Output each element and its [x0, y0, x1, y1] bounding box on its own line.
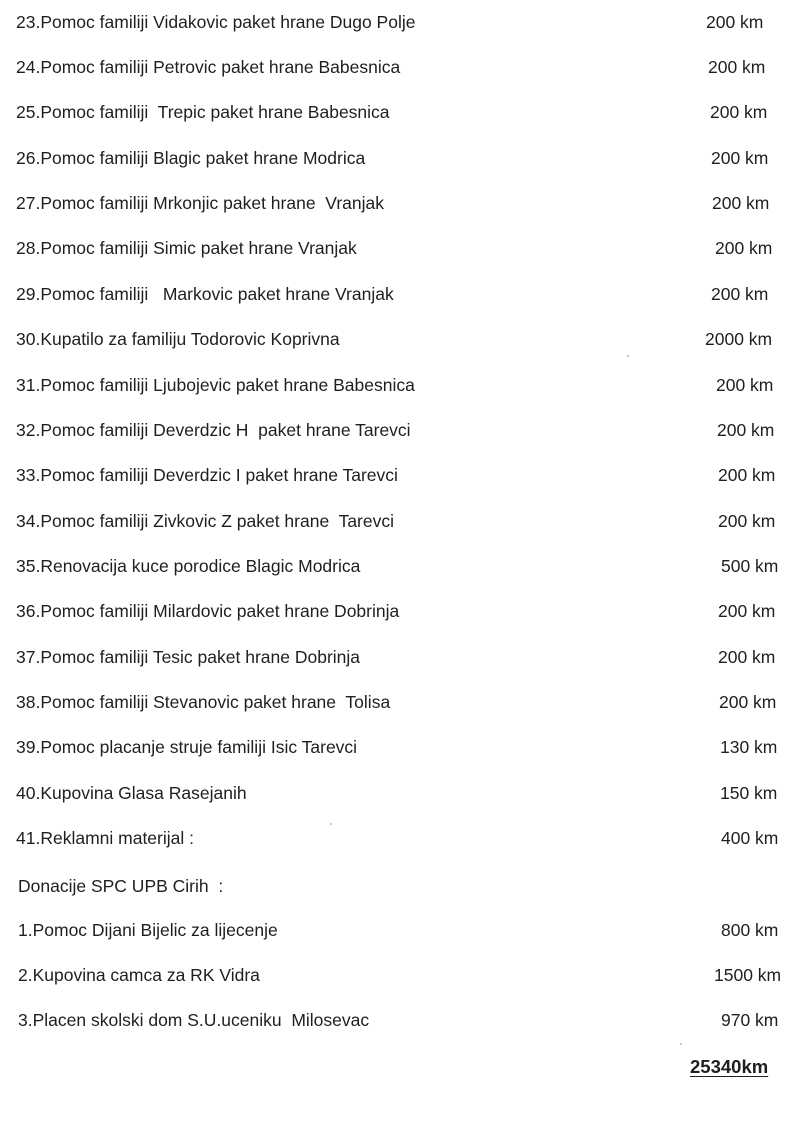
item-amount: 200 km [717, 420, 775, 440]
list-item [0, 7, 800, 37]
item-amount: 200 km [719, 692, 777, 712]
item-amount: 200 km [718, 647, 776, 667]
list-item [0, 370, 800, 400]
item-amount: 200 km [712, 193, 770, 213]
list-item [0, 687, 800, 717]
item-label: 40.Kupovina Glasa Rasejanih [16, 783, 247, 803]
item-amount: 2000 km [705, 329, 773, 349]
donation-amount: 800 km [721, 920, 779, 940]
section-heading-text: Donacije SPC UPB Cirih : [18, 876, 224, 896]
donation-amount: 1500 km [714, 965, 782, 985]
item-amount: 500 km [721, 556, 779, 576]
item-amount: 400 km [721, 828, 779, 848]
item-label: 25.Pomoc familiji Trepic paket hrane Babesnica [16, 102, 390, 122]
item-amount: 200 km [718, 601, 776, 621]
item-amount: 200 km [715, 238, 773, 258]
item-label: 39.Pomoc placanje struje familiji Isic Tarevci [16, 737, 358, 757]
item-label: 41.Reklamni materijal : [16, 828, 194, 848]
list-item [0, 324, 800, 354]
item-amount: 200 km [716, 375, 774, 395]
list-item [0, 596, 800, 626]
list-item [0, 960, 800, 990]
donation-label: 1.Pomoc Dijani Bijelic za lijecenje [18, 920, 278, 940]
list-item [0, 52, 800, 82]
list-item [0, 732, 800, 762]
donation-label: 3.Placen skolski dom S.U.uceniku Milosevac [18, 1010, 370, 1030]
item-label: 32.Pomoc familiji Deverdzic H paket hrane Tarevci [16, 420, 411, 440]
list-item [0, 915, 800, 945]
item-label: 31.Pomoc familiji Ljubojevic paket hrane Babesnica [16, 375, 415, 395]
item-label: 37.Pomoc familiji Tesic paket hrane Dobrinja [16, 647, 361, 667]
grand-total: 25340km [690, 1056, 769, 1077]
scan-speck [680, 1043, 682, 1045]
list-item [0, 279, 800, 309]
scan-speck [627, 355, 629, 357]
donation-amount: 970 km [721, 1010, 779, 1030]
scan-speck [330, 823, 332, 825]
list-item [0, 188, 800, 218]
item-label: 34.Pomoc familiji Zivkovic Z paket hrane Tarevci [16, 511, 395, 531]
item-amount: 200 km [708, 57, 766, 77]
list-item [0, 551, 800, 581]
list-item [0, 506, 800, 536]
list-item [0, 415, 800, 445]
section-heading [0, 871, 800, 901]
item-label: 26.Pomoc familiji Blagic paket hrane Modrica [16, 148, 366, 168]
item-amount: 200 km [706, 12, 764, 32]
item-label: 28.Pomoc familiji Simic paket hrane Vranjak [16, 238, 357, 258]
item-amount: 200 km [711, 148, 769, 168]
list-item [0, 143, 800, 173]
item-label: 35.Renovacija kuce porodice Blagic Modrica [16, 556, 361, 576]
item-label: 38.Pomoc familiji Stevanovic paket hrane Tolisa [16, 692, 391, 712]
item-amount: 150 km [720, 783, 778, 803]
item-label: 27.Pomoc familiji Mrkonjic paket hrane Vranjak [16, 193, 384, 213]
item-label: 36.Pomoc familiji Milardovic paket hrane Dobrinja [16, 601, 400, 621]
item-label: 23.Pomoc familiji Vidakovic paket hrane Dugo Polje [16, 12, 416, 32]
list-item [0, 642, 800, 672]
item-label: 29.Pomoc familiji Markovic paket hrane Vranjak [16, 284, 394, 304]
list-item [0, 97, 800, 127]
item-amount: 200 km [718, 465, 776, 485]
list-item [0, 778, 800, 808]
item-amount: 200 km [718, 511, 776, 531]
donation-label: 2.Kupovina camca za RK Vidra [18, 965, 260, 985]
list-item [0, 233, 800, 263]
list-item [0, 823, 800, 853]
item-amount: 130 km [720, 737, 778, 757]
item-label: 33.Pomoc familiji Deverdzic I paket hrane Tarevci [16, 465, 398, 485]
item-amount: 200 km [711, 284, 769, 304]
item-amount: 200 km [710, 102, 768, 122]
list-item [0, 460, 800, 490]
list-item [0, 1005, 800, 1035]
item-label: 30.Kupatilo za familiju Todorovic Koprivna [16, 329, 340, 349]
item-label: 24.Pomoc familiji Petrovic paket hrane Babesnica [16, 57, 401, 77]
